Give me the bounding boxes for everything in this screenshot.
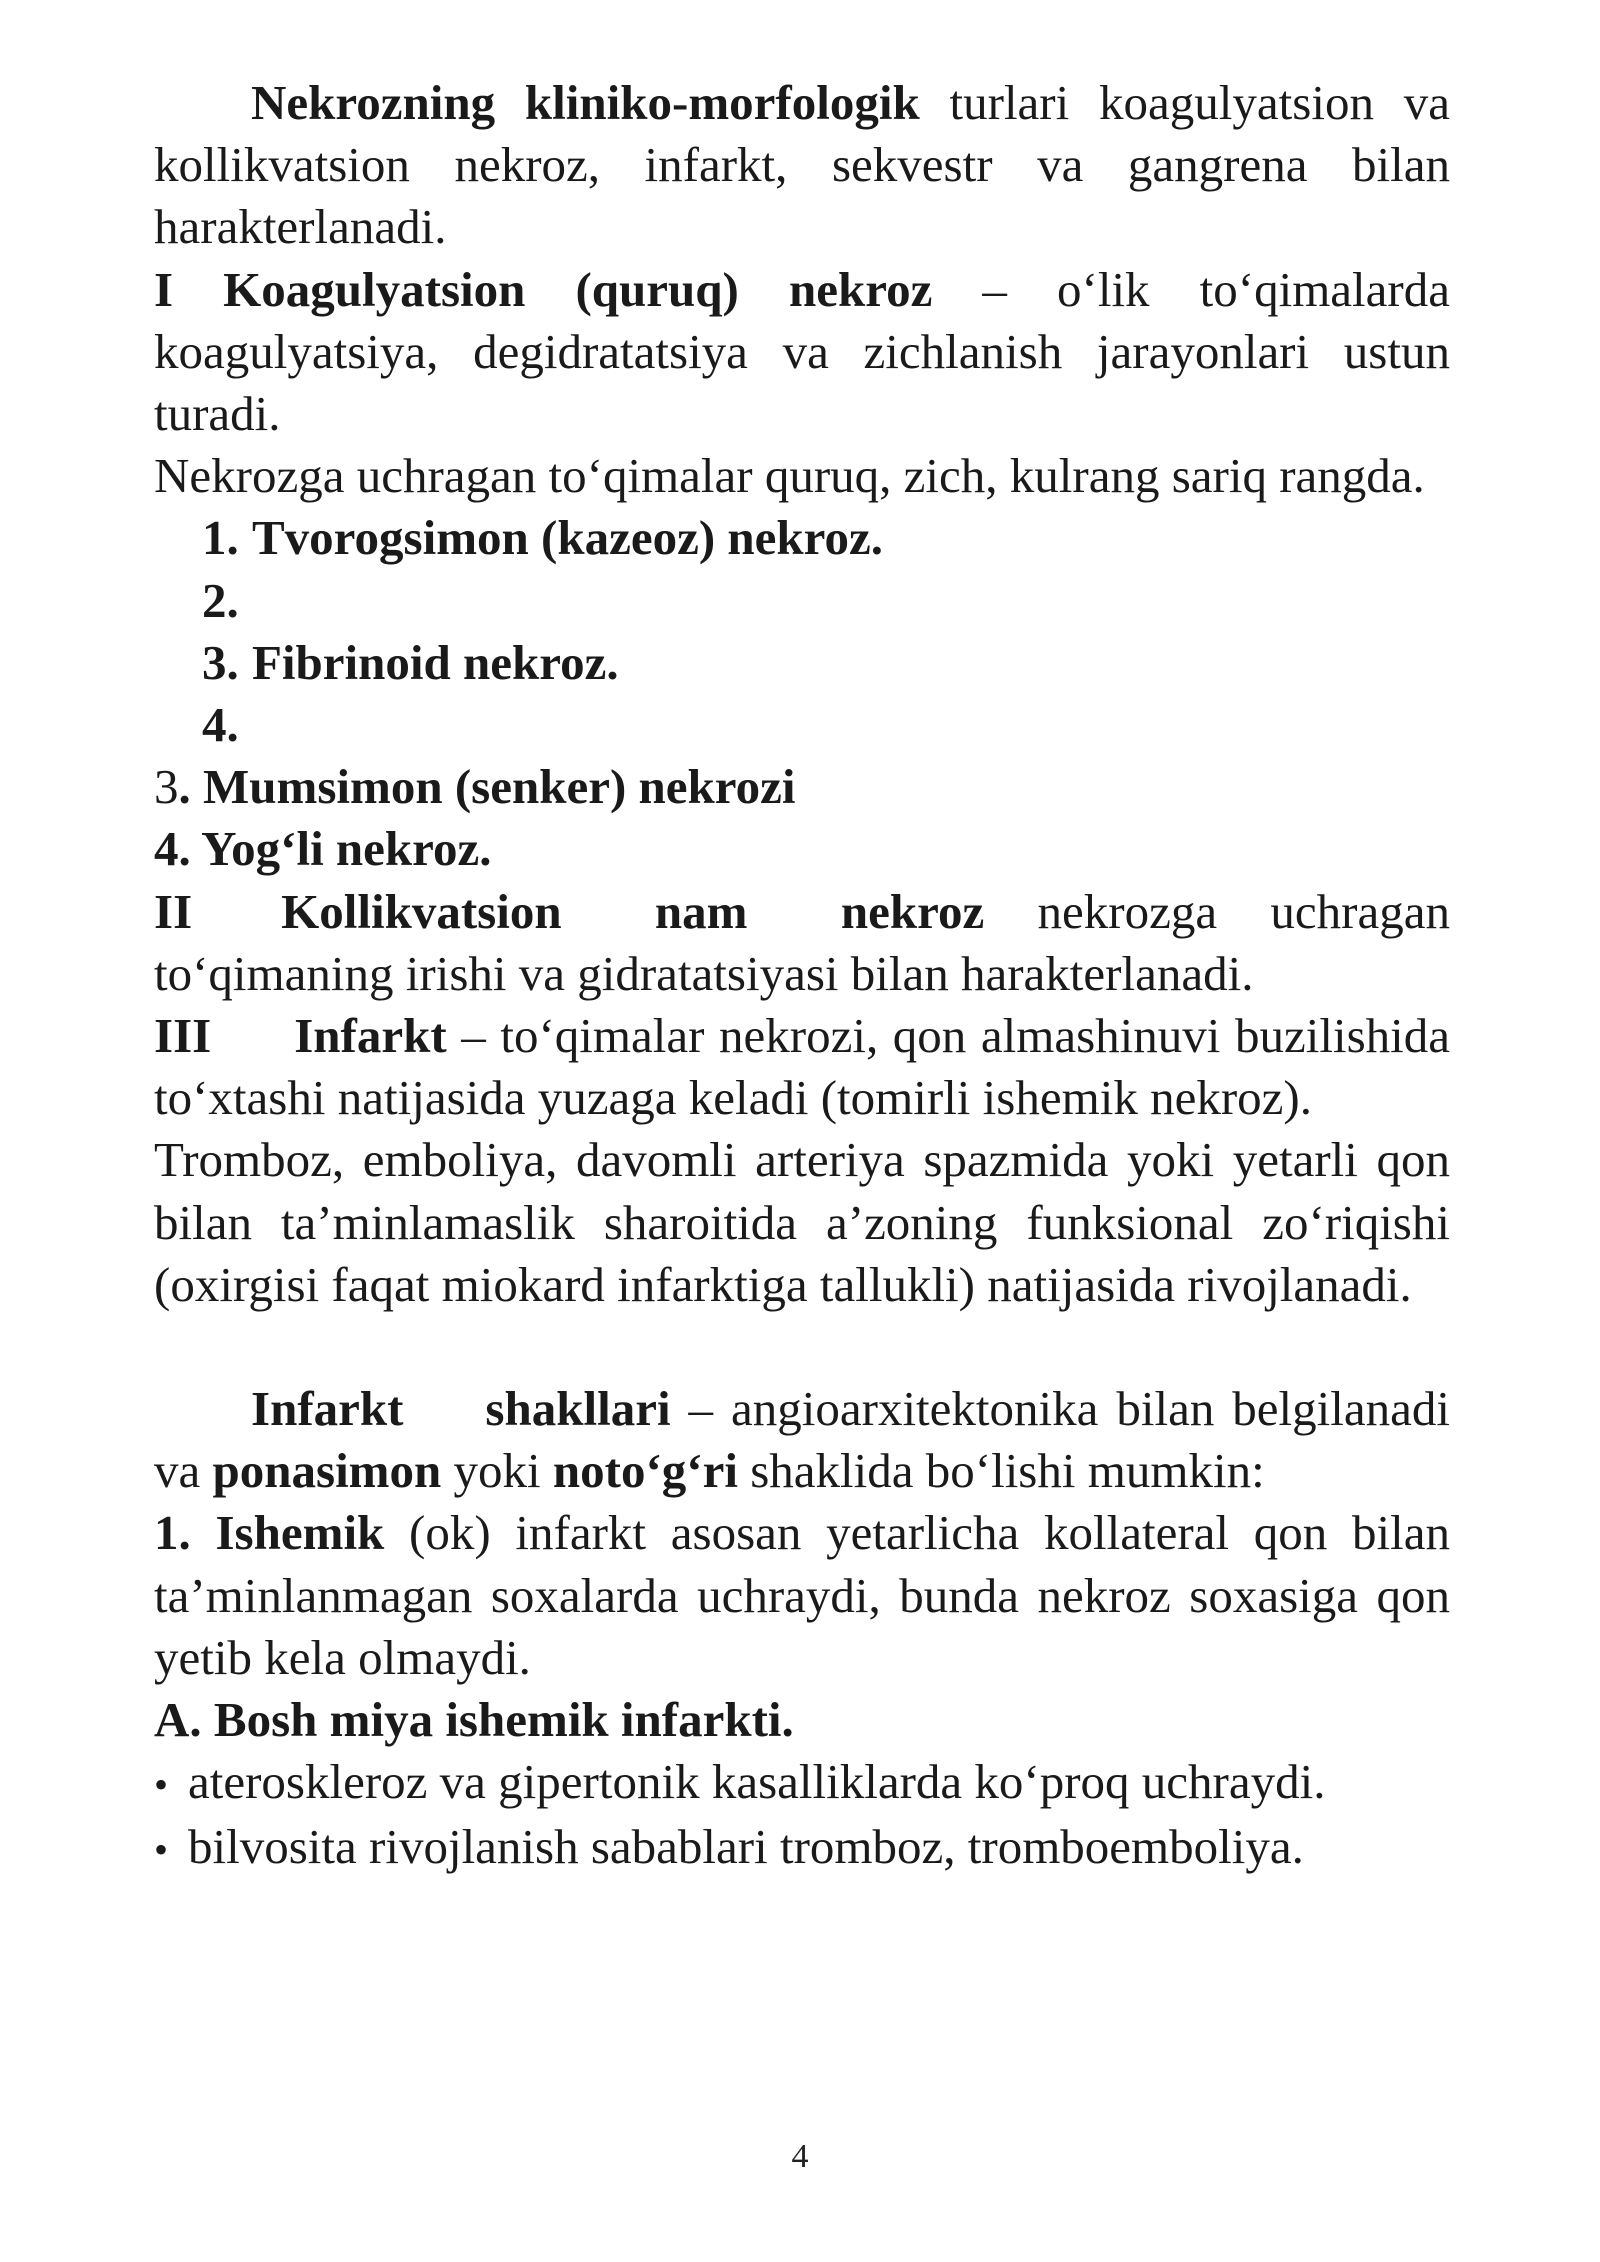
list-item bbox=[202, 632, 1450, 694]
paragraph-gap bbox=[154, 1316, 1450, 1378]
ishemik-heading: 1. Ishemik bbox=[154, 1505, 385, 1561]
bullet-list bbox=[154, 1751, 1450, 1881]
coagulation-heading: I Koagulyatsion (quruq) nekroz bbox=[154, 261, 933, 317]
kollikvatsion-heading: Kollikvatsion nam nekroz bbox=[281, 883, 985, 939]
list-item-number: 2. bbox=[202, 572, 239, 628]
list-item-number: 4. bbox=[202, 697, 239, 753]
item-mumsimon bbox=[154, 756, 1450, 818]
item-yogli bbox=[154, 818, 1450, 880]
infarkt-forms-heading: Infarkt shakllari bbox=[251, 1381, 671, 1437]
infarkt-forms-notogri: noto‘g‘ri bbox=[552, 1443, 738, 1499]
coagulation-text: – o‘lik to‘qimalarda koagulyatsiya, degidratatsiya va zichlanish jarayonlari ustun turadi. bbox=[154, 261, 1450, 442]
intro-heading: Nekrozning kliniko-morfologik bbox=[251, 75, 920, 130]
infarkt-text: – to‘qimalar nekrozi, qon almashinuvi buzilishida to‘xtashi natijasida yuzaga keladi (tomirli ishemik nekroz). bbox=[154, 1008, 1450, 1126]
item-mumsimon-text: . Mumsimon (senker) nekrozi bbox=[178, 759, 796, 815]
bosh-miya-text: A. Bosh miya ishemik infarkti. bbox=[154, 1692, 794, 1748]
list-item-text: Fibrinoid nekroz. bbox=[252, 634, 619, 690]
ishemik-paragraph bbox=[154, 1502, 1450, 1689]
kollikvatsion-text: nekrozga uchragan to‘qimaning irishi va gidratatsiyasi bilan harakterlanadi. bbox=[154, 883, 1450, 1001]
coagulation-subtypes-list bbox=[154, 507, 1450, 756]
coagulation-paragraph bbox=[154, 259, 1450, 446]
bullet-item bbox=[154, 1751, 1450, 1816]
infarkt-roman: III bbox=[154, 1008, 212, 1064]
list-item-number: 1. bbox=[202, 510, 239, 566]
intro-paragraph bbox=[154, 72, 1450, 259]
list-item-number: 3. bbox=[202, 634, 239, 690]
list-item-text: Tvorogsimon (kazeoz) nekroz. bbox=[252, 510, 884, 566]
item-mumsimon-number: 3 bbox=[154, 759, 179, 815]
infarkt-forms-text-b: yoki bbox=[441, 1443, 553, 1499]
document-page bbox=[154, 72, 1450, 1882]
kollikvatsion-roman: II bbox=[154, 883, 193, 939]
list-item bbox=[202, 570, 1450, 632]
infarkt-paragraph bbox=[154, 1005, 1450, 1129]
infarkt-forms-text-a: – angioarxitektonika bilan belgilanadi va bbox=[154, 1381, 1451, 1499]
intro-text: turlari koagulyatsion va kollikvatsion nekroz, infarkt, sekvestr va gangrena bilan harakterlanadi. bbox=[154, 75, 1450, 255]
list-item bbox=[202, 694, 1450, 756]
coagulation-description: Nekrozga uchragan to‘qimalar quruq, zich, kulrang sariq rangda. bbox=[154, 448, 1425, 504]
infarkt-forms-ponasimon: ponasimon bbox=[212, 1443, 442, 1499]
kollikvatsion-paragraph bbox=[154, 881, 1450, 1005]
bullet-icon: • bbox=[154, 1827, 169, 1873]
bullet-icon: • bbox=[154, 1762, 169, 1808]
bullet-item bbox=[154, 1816, 1450, 1881]
infarkt-forms-paragraph bbox=[154, 1378, 1450, 1502]
bullet-text: bilvosita rivojlanish sabablari tromboz, tromboemboliya. bbox=[188, 1819, 1304, 1875]
list-item bbox=[202, 507, 1450, 569]
infarkt-forms-text-c: shaklida bo‘lishi mumkin: bbox=[737, 1443, 1265, 1499]
item-yogli-text: 4. Yog‘li nekroz. bbox=[154, 821, 492, 877]
infarkt-heading: Infarkt bbox=[294, 1008, 447, 1064]
page-number: 4 bbox=[791, 2138, 809, 2175]
ishemik-text: (ok) infarkt asosan yetarlicha kollateral qon bilan ta’minlanmagan soxalarda uchraydi, bunda nekroz soxasiga qon yetib kela olmaydi. bbox=[154, 1505, 1450, 1685]
bosh-miya-heading bbox=[154, 1689, 1450, 1751]
tromboz-paragraph: Tromboz, emboliya, davomli arteriya spazmida yoki yetarli qon bilan ta’minlamaslik sharoitida a’zoning funksional zo‘riqishi (oxirgisi faqat miokard infarktiga tallukli) natijasida rivojlanadi. bbox=[154, 1132, 1450, 1312]
bullet-text: ateroskleroz va gipertonik kasalliklarda ko‘proq uchraydi. bbox=[188, 1754, 1326, 1810]
